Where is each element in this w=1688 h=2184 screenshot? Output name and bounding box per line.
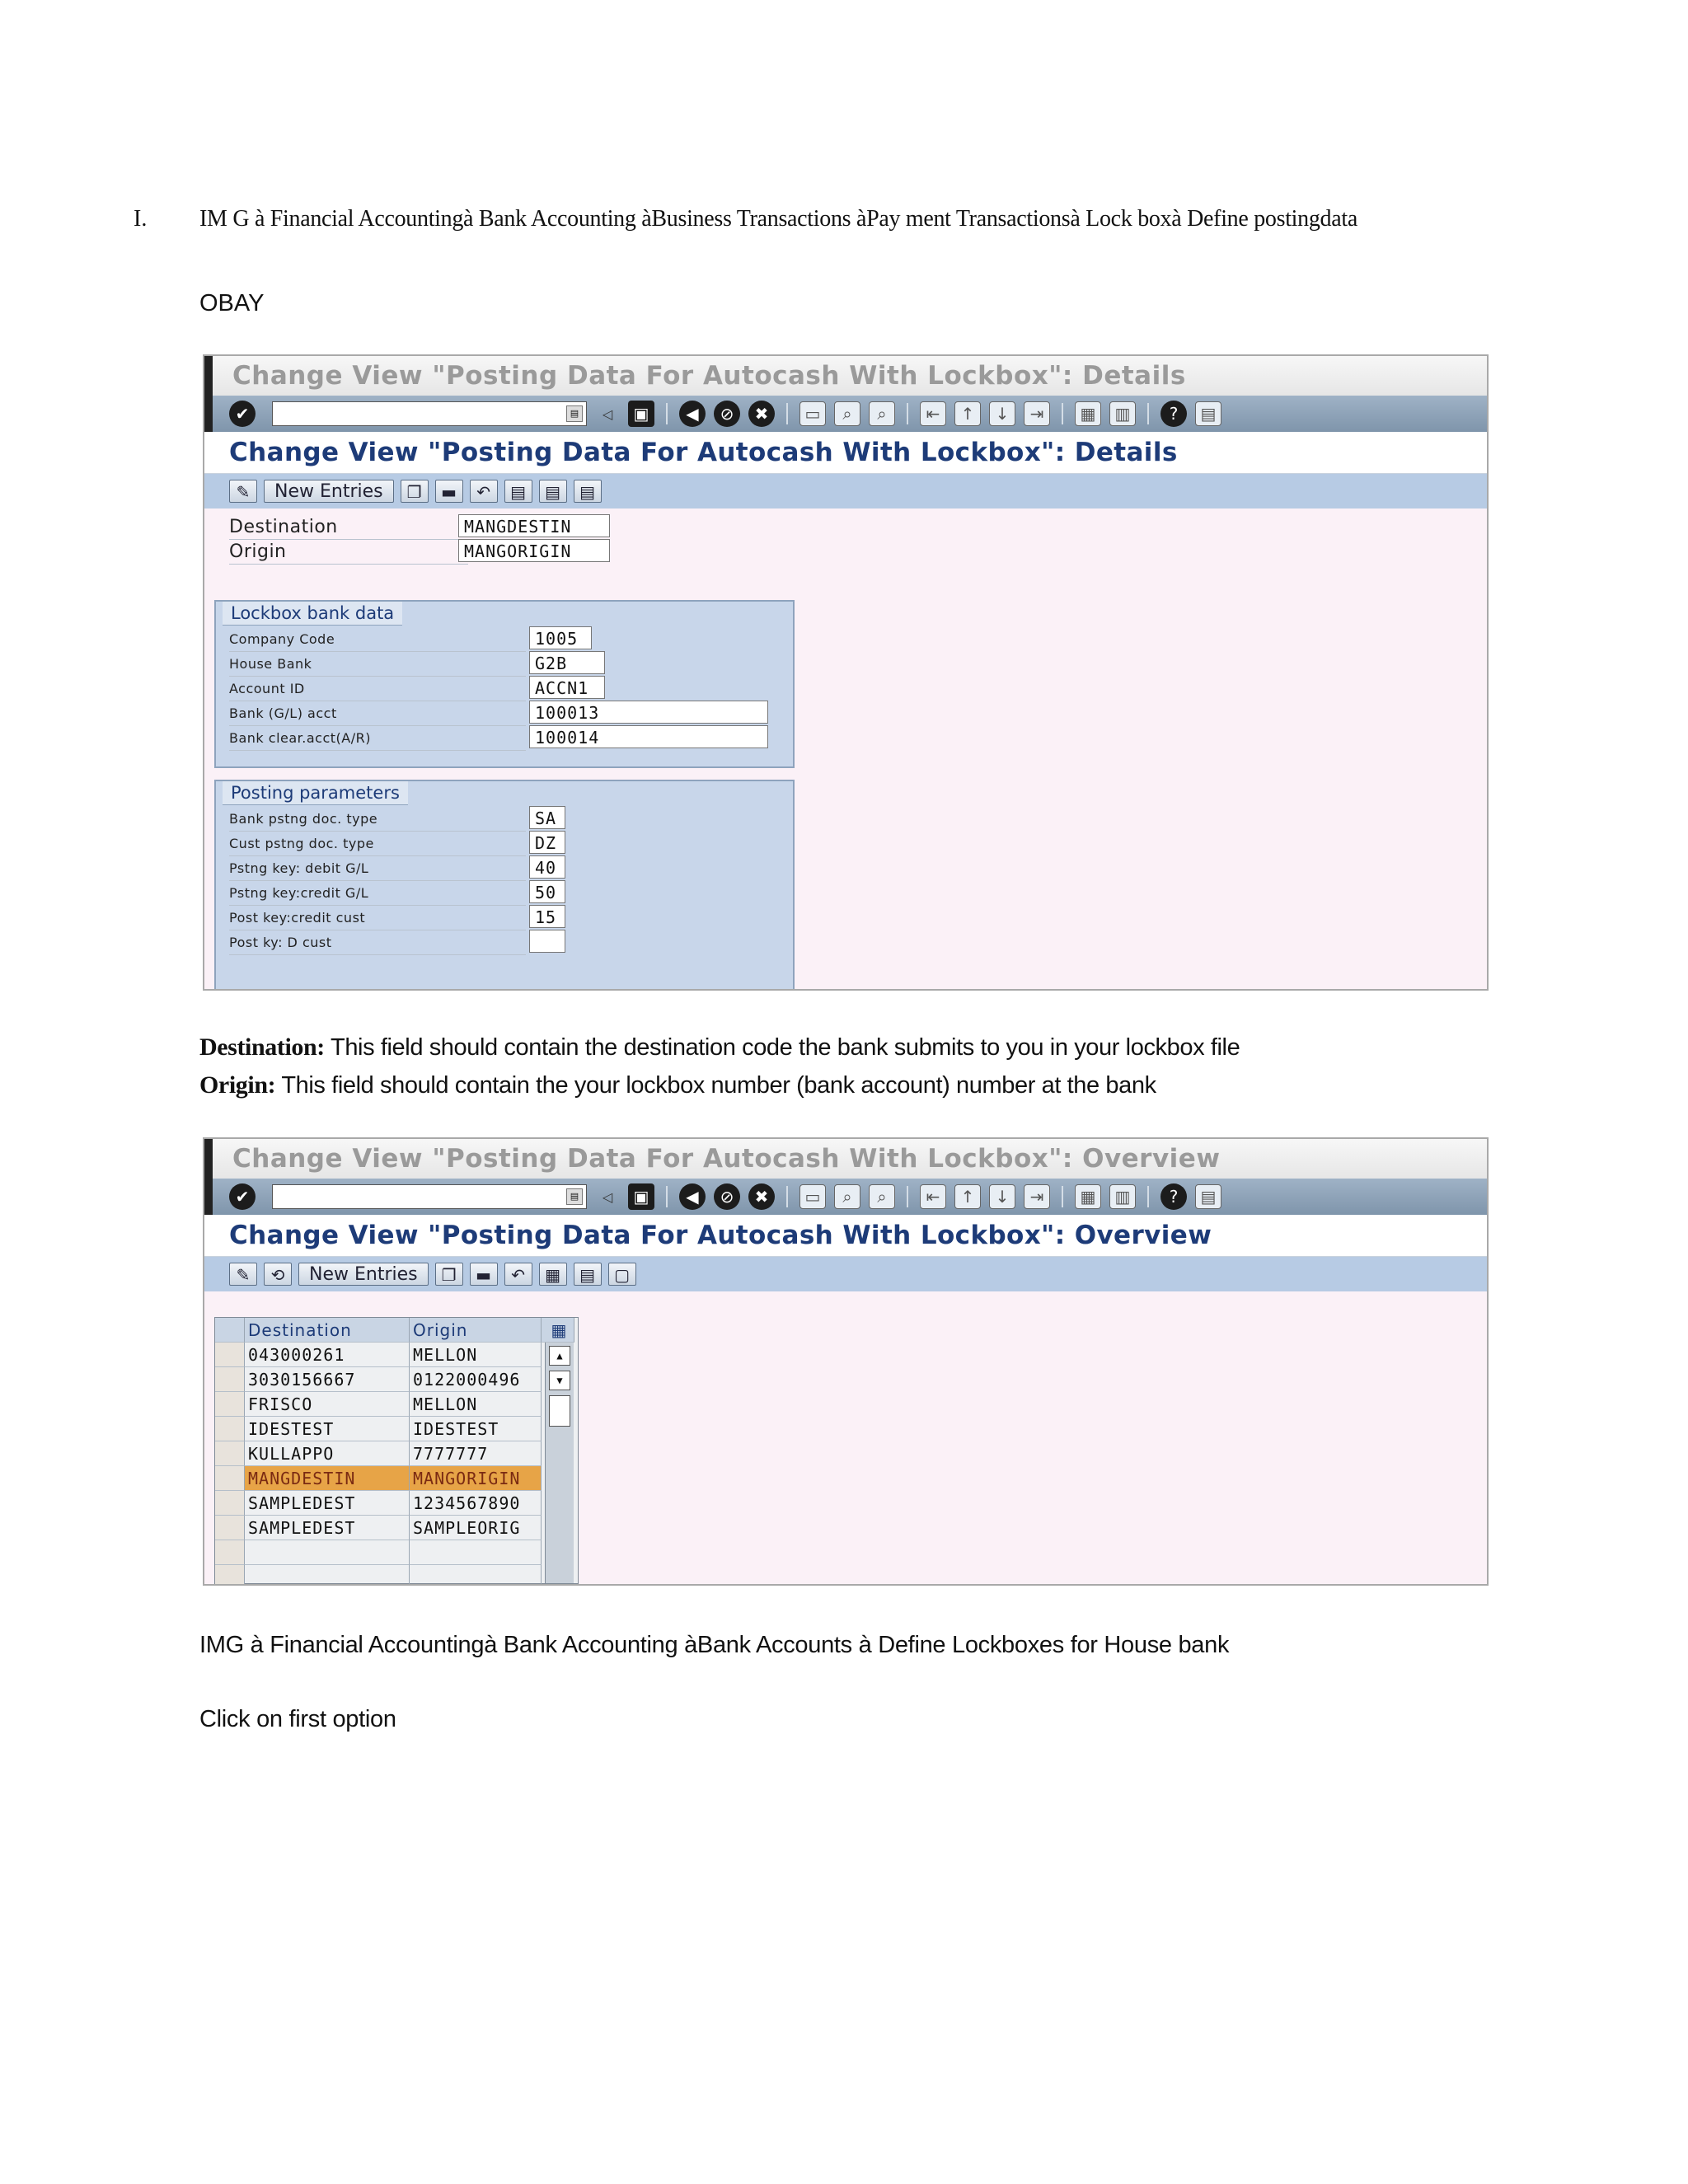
- new-session-icon[interactable]: ▦: [1075, 1184, 1101, 1209]
- shortcut-icon[interactable]: ▥: [1109, 401, 1136, 426]
- table-row-selected[interactable]: [215, 1466, 578, 1491]
- delete-icon[interactable]: ▬: [470, 1263, 498, 1286]
- destination-cell: MANGDESTIN: [245, 1466, 410, 1491]
- page-title: Change View "Posting Data For Autocash With Lockbox": Details: [204, 432, 1487, 474]
- details-screenshot: [203, 354, 1489, 991]
- origin-cell: IDESTEST: [410, 1417, 542, 1441]
- transaction-code: OBAY: [199, 290, 265, 316]
- separator: [786, 1186, 788, 1207]
- back-icon[interactable]: ◀: [679, 401, 706, 427]
- row-selector[interactable]: [215, 1540, 245, 1565]
- origin-description: [199, 1071, 1156, 1099]
- origin-cell: MELLON: [410, 1343, 542, 1367]
- overview-screenshot: [203, 1137, 1489, 1586]
- origin-cell: MELLON: [410, 1392, 542, 1417]
- origin-label: Origin: [229, 541, 468, 565]
- last-page-icon[interactable]: ⇥: [1024, 1184, 1050, 1209]
- first-page-icon[interactable]: ⇤: [920, 1184, 946, 1209]
- bank-clear-acct-label: Bank clear.acct(A/R): [229, 727, 526, 751]
- table-row[interactable]: [215, 1343, 578, 1367]
- account-id-field[interactable]: ACCN1: [529, 676, 605, 699]
- help-icon[interactable]: ?: [1160, 401, 1187, 427]
- destination-field[interactable]: MANGDESTIN: [458, 514, 610, 537]
- application-toolbar: [204, 1257, 1487, 1291]
- row-selector[interactable]: [215, 1392, 245, 1417]
- system-toolbar: [204, 1179, 1487, 1215]
- post-key-credit-cust-label: Post key:credit cust: [229, 907, 526, 930]
- save-icon[interactable]: ▣: [628, 401, 654, 427]
- next-page-icon[interactable]: ↓: [989, 401, 1015, 426]
- table-row[interactable]: [215, 1516, 578, 1540]
- first-page-icon[interactable]: ⇤: [920, 401, 946, 426]
- application-toolbar: [204, 474, 1487, 509]
- page-title: Change View "Posting Data For Autocash With Lockbox": Overview: [204, 1215, 1487, 1257]
- display-change-icon[interactable]: ✎: [229, 480, 257, 503]
- back-arrow-icon[interactable]: ◁: [602, 405, 613, 422]
- table-row[interactable]: [215, 1491, 578, 1516]
- prev-page-icon[interactable]: ↑: [954, 1184, 981, 1209]
- post-key-credit-cust-field[interactable]: 15: [529, 905, 565, 928]
- separator: [786, 403, 788, 424]
- next-page-icon[interactable]: ↓: [989, 1184, 1015, 1209]
- row-selector[interactable]: [215, 1441, 245, 1466]
- empty-table-row[interactable]: [215, 1540, 578, 1565]
- delete-icon[interactable]: ▬: [435, 480, 463, 503]
- separator: [1147, 403, 1149, 424]
- destination-cell: [245, 1565, 410, 1586]
- layout-icon[interactable]: ▤: [1195, 401, 1221, 426]
- bank-gl-acct-label: Bank (G/L) acct: [229, 702, 526, 726]
- cust-pstng-doc-type-label: Cust pstng doc. type: [229, 832, 526, 856]
- scroll-down-icon[interactable]: ▼: [549, 1371, 570, 1390]
- row-selector[interactable]: [215, 1367, 245, 1392]
- copy-icon[interactable]: ❐: [401, 480, 429, 503]
- exit-icon[interactable]: ⊘: [714, 401, 740, 427]
- destination-description: [199, 1033, 1240, 1062]
- table-row[interactable]: [215, 1417, 578, 1441]
- new-session-icon[interactable]: ▦: [1075, 401, 1101, 426]
- copy-icon[interactable]: ❐: [435, 1263, 463, 1286]
- cancel-icon[interactable]: ✖: [748, 401, 775, 427]
- destination-cell: IDESTEST: [245, 1417, 410, 1441]
- enter-icon[interactable]: ✔: [229, 401, 256, 427]
- origin-cell: 1234567890: [410, 1491, 542, 1516]
- previous-entry-icon[interactable]: ▤: [504, 480, 532, 503]
- pstng-key-debit-gl-label: Pstng key: debit G/L: [229, 857, 526, 881]
- undo-icon[interactable]: ↶: [504, 1263, 532, 1286]
- posting-parameters-group: [214, 780, 795, 991]
- layout-icon[interactable]: ▤: [1195, 1184, 1221, 1209]
- row-selector[interactable]: [215, 1565, 245, 1586]
- print-icon[interactable]: ▭: [799, 401, 826, 426]
- destination-cell: SAMPLEDEST: [245, 1516, 410, 1540]
- img-menu-path: IM G à Financial Accountingà Bank Accounting àBusiness Transactions àPay ment Transactionsà Lock boxà Define postingdata: [199, 206, 1357, 232]
- shortcut-icon[interactable]: ▥: [1109, 1184, 1136, 1209]
- undo-icon[interactable]: ↶: [470, 480, 498, 503]
- destination-text: This field should contain the destination code the bank submits to you in your lockbox file: [324, 1034, 1240, 1061]
- help-icon[interactable]: ?: [1160, 1183, 1187, 1210]
- row-selector[interactable]: [215, 1343, 245, 1367]
- origin-cell: 7777777: [410, 1441, 542, 1466]
- cancel-icon[interactable]: ✖: [748, 1183, 775, 1210]
- select-all-cell[interactable]: [215, 1318, 245, 1343]
- account-id-label: Account ID: [229, 677, 526, 701]
- scroll-up-icon[interactable]: ▲: [549, 1346, 570, 1366]
- bank-gl-acct-field[interactable]: 100013: [529, 701, 768, 724]
- destination-term: Destination:: [199, 1033, 325, 1061]
- lockbox-bank-data-group: [214, 600, 795, 768]
- column-settings-icon[interactable]: ▦: [542, 1318, 574, 1343]
- table-row[interactable]: [215, 1392, 578, 1417]
- find-icon[interactable]: ⌕: [834, 401, 860, 426]
- pstng-key-credit-gl-label: Pstng key:credit G/L: [229, 882, 526, 906]
- origin-cell: 0122000496: [410, 1367, 542, 1392]
- other-view-icon[interactable]: ⟲: [264, 1263, 292, 1286]
- pstng-key-debit-gl-field[interactable]: 40: [529, 855, 565, 879]
- destination-cell: KULLAPPO: [245, 1441, 410, 1466]
- command-field[interactable]: [272, 401, 587, 426]
- scroll-thumb[interactable]: [549, 1395, 570, 1427]
- origin-field[interactable]: MANGORIGIN: [458, 539, 610, 562]
- print-icon[interactable]: ▭: [799, 1184, 826, 1209]
- col-origin[interactable]: Origin: [410, 1318, 542, 1343]
- dropdown-icon[interactable]: ▤: [566, 405, 583, 422]
- row-selector[interactable]: [215, 1466, 245, 1491]
- company-code-field[interactable]: 1005: [529, 626, 592, 649]
- window-title: Change View "Posting Data For Autocash With Lockbox": Overview: [204, 1139, 1487, 1179]
- last-page-icon[interactable]: ⇥: [1024, 401, 1050, 426]
- origin-cell: MANGORIGIN: [410, 1466, 542, 1491]
- origin-cell: [410, 1540, 542, 1565]
- table-row[interactable]: [215, 1367, 578, 1392]
- entries-table: [214, 1317, 579, 1584]
- find-icon[interactable]: ⌕: [834, 1184, 860, 1209]
- window-title: Change View "Posting Data For Autocash With Lockbox": Details: [204, 356, 1487, 396]
- house-bank-label: House Bank: [229, 653, 526, 677]
- destination-cell: 043000261: [245, 1343, 410, 1367]
- bank-pstng-doc-type-field[interactable]: SA: [529, 806, 565, 829]
- destination-cell: FRISCO: [245, 1392, 410, 1417]
- deselect-all-icon[interactable]: ▢: [608, 1263, 636, 1286]
- vertical-scrollbar[interactable]: [545, 1343, 574, 1583]
- row-selector[interactable]: [215, 1491, 245, 1516]
- separator: [666, 403, 668, 424]
- separator: [1062, 1186, 1063, 1207]
- separator: [666, 1186, 668, 1207]
- img-path-lockboxes: IMG à Financial Accountingà Bank Accounting àBank Accounts à Define Lockboxes for House bank: [199, 1632, 1230, 1658]
- find-next-icon[interactable]: ⌕: [869, 1184, 895, 1209]
- back-arrow-icon[interactable]: ◁: [602, 1188, 613, 1205]
- origin-cell: SAMPLEORIG: [410, 1516, 542, 1540]
- house-bank-field[interactable]: G2B: [529, 651, 605, 674]
- prev-page-icon[interactable]: ↑: [954, 401, 981, 426]
- select-all-icon[interactable]: ▦: [539, 1263, 567, 1286]
- section-numeral: I.: [134, 206, 148, 232]
- find-next-icon[interactable]: ⌕: [869, 401, 895, 426]
- group-title: Posting parameters: [223, 781, 408, 805]
- bank-clear-acct-field[interactable]: 100014: [529, 725, 768, 748]
- table-header: [215, 1318, 578, 1343]
- new-entries-button[interactable]: New Entries: [264, 480, 394, 503]
- row-selector[interactable]: [215, 1516, 245, 1540]
- separator: [1062, 403, 1063, 424]
- destination-cell: SAMPLEDEST: [245, 1491, 410, 1516]
- destination-label: Destination: [229, 516, 468, 540]
- origin-text: This field should contain the your lockbox number (bank account) number at the bank: [275, 1072, 1156, 1099]
- group-title: Lockbox bank data: [223, 602, 402, 626]
- next-entry-icon[interactable]: ▤: [539, 480, 567, 503]
- save-icon[interactable]: ▣: [628, 1183, 654, 1210]
- new-entries-button[interactable]: New Entries: [298, 1263, 429, 1286]
- origin-term: Origin:: [199, 1071, 276, 1099]
- instruction-text: Click on first option: [199, 1706, 396, 1732]
- cust-pstng-doc-type-field[interactable]: DZ: [529, 831, 565, 854]
- post-key-d-cust-label: Post ky: D cust: [229, 931, 526, 955]
- empty-table-row[interactable]: [215, 1565, 578, 1586]
- post-key-d-cust-field[interactable]: [529, 930, 565, 953]
- destination-cell: [245, 1540, 410, 1565]
- exit-icon[interactable]: ⊘: [714, 1183, 740, 1210]
- separator: [907, 1186, 908, 1207]
- select-block-icon[interactable]: ▤: [574, 1263, 602, 1286]
- row-selector[interactable]: [215, 1417, 245, 1441]
- separator: [1147, 1186, 1149, 1207]
- bank-pstng-doc-type-label: Bank pstng doc. type: [229, 808, 526, 832]
- system-toolbar: [204, 396, 1487, 432]
- company-code-label: Company Code: [229, 628, 526, 652]
- other-entry-icon[interactable]: ▤: [574, 480, 602, 503]
- col-destination[interactable]: Destination: [245, 1318, 410, 1343]
- destination-cell: 3030156667: [245, 1367, 410, 1392]
- display-change-icon[interactable]: ✎: [229, 1263, 257, 1286]
- dropdown-icon[interactable]: ▤: [566, 1188, 583, 1205]
- table-row[interactable]: [215, 1441, 578, 1466]
- enter-icon[interactable]: ✔: [229, 1183, 256, 1210]
- pstng-key-credit-gl-field[interactable]: 50: [529, 880, 565, 903]
- command-field[interactable]: [272, 1184, 587, 1209]
- origin-cell: [410, 1565, 542, 1586]
- back-icon[interactable]: ◀: [679, 1183, 706, 1210]
- separator: [907, 403, 908, 424]
